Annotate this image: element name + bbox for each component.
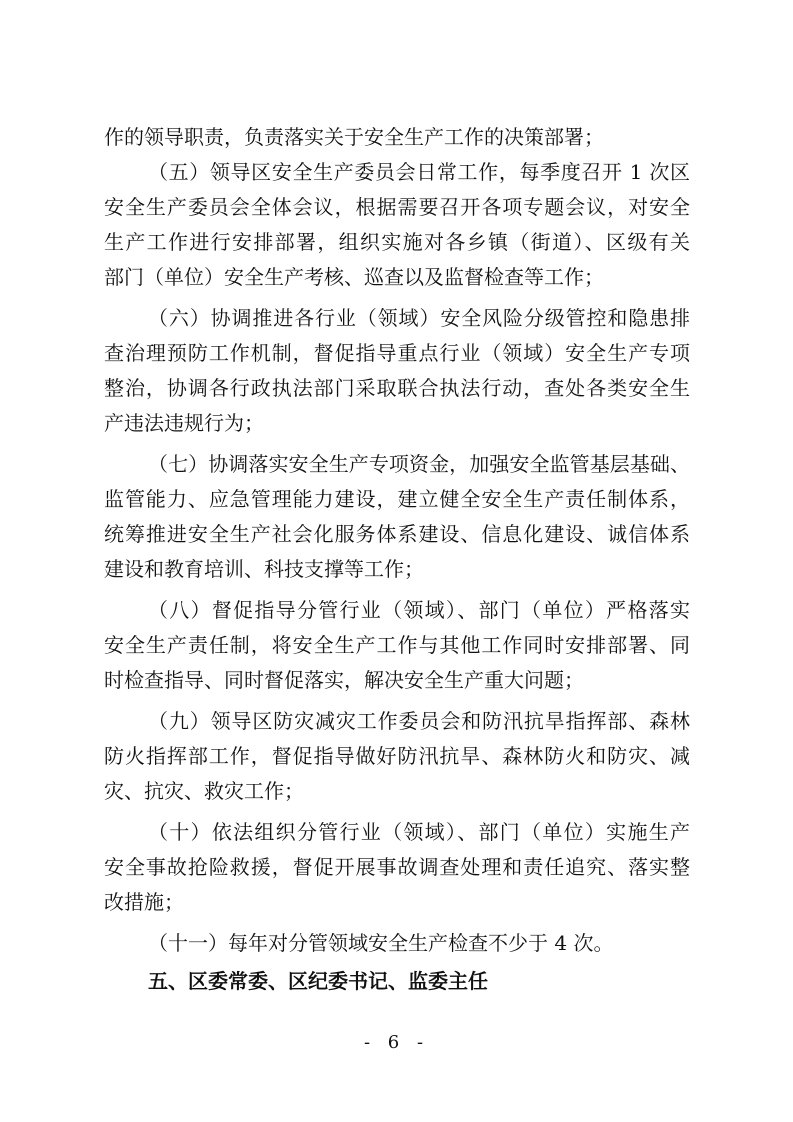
text-line: （八）督促指导分管行业（领域）、部门（单位）严格落实 [148, 598, 690, 622]
text-line: （十）依法组织分管行业（领域）、部门（单位）实施生产 [148, 820, 690, 844]
text-line: 监管能力、应急管理能力建设，建立健全安全生产责任制体系， [104, 487, 690, 511]
text-line: （七）协调落实安全生产专项资金，加强安全监管基层基础、 [148, 452, 690, 476]
text-line: 安全生产委员会全体会议，根据需要召开各项专题会议，对安全 [104, 195, 690, 219]
text-line: 安全事故抢险救援，督促开展事故调查处理和责任追究、落实整 [104, 855, 690, 879]
text-line: 建设和教育培训、科技支撑等工作； [104, 557, 424, 581]
text-line: 部门（单位）安全生产考核、巡查以及监督检查等工作； [104, 265, 604, 289]
text-line: （六）协调推进各行业（领域）安全风险分级管控和隐患排 [148, 306, 690, 330]
text-line: 查治理预防工作机制，督促指导重点行业（领域）安全生产专项 [104, 341, 690, 365]
text-line: 统筹推进安全生产社会化服务体系建设、信息化建设、诚信体系 [104, 522, 690, 546]
text-line: （九）领导区防灾减灾工作委员会和防汛抗旱指挥部、森林 [148, 709, 690, 733]
text-line: 整治，协调各行政执法部门采取联合执法行动，查处各类安全生 [104, 376, 690, 400]
text-line: 时检查指导、同时督促落实，解决安全生产重大问题； [104, 668, 584, 692]
text-line: 灾、抗灾、救灾工作； [104, 779, 304, 803]
text-line: 生产工作进行安排部署，组织实施对各乡镇（街道）、区级有关 [104, 230, 690, 254]
page-number: - 6 - [363, 1032, 430, 1053]
text-line: 产违法违规行为； [104, 411, 264, 435]
text-line: 防火指挥部工作，督促指导做好防汛抗旱、森林防火和防灾、减 [104, 744, 690, 768]
text-line: （十一）每年对分管领域安全生产检查不少于 4 次。 [148, 931, 614, 955]
text-line: （五）领导区安全生产委员会日常工作，每季度召开 1 次区 [148, 160, 690, 184]
text-line: 改措施； [104, 890, 184, 914]
text-line: 作的领导职责，负责落实关于安全生产工作的决策部署； [104, 125, 604, 149]
text-line: 安全生产责任制，将安全生产工作与其他工作同时安排部署、同 [104, 633, 690, 657]
section-heading: 五、区委常委、区纪委书记、监委主任 [148, 969, 488, 993]
